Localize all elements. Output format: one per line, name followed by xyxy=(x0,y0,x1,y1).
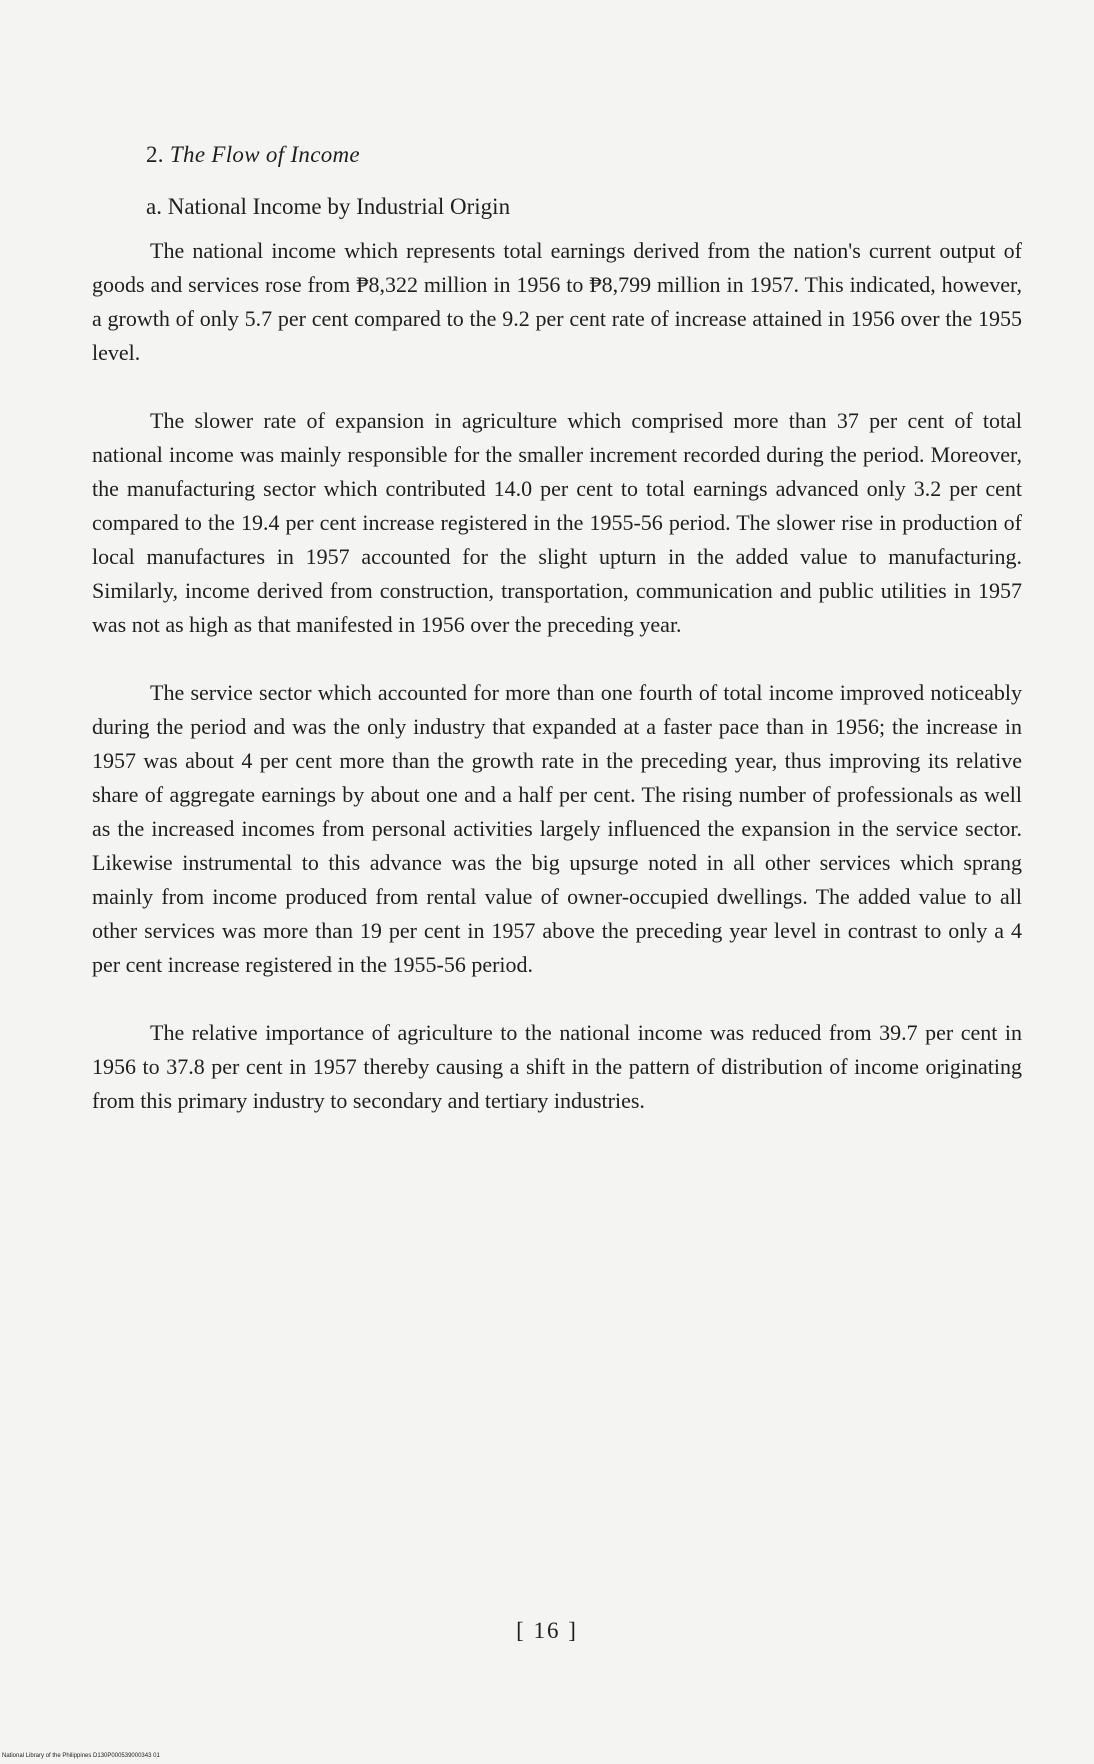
section-title: The Flow of Income xyxy=(169,142,360,167)
footer-note: National Library of the Philippines D130P000539000343 01 xyxy=(2,1753,160,1759)
paragraph-4: The relative importance of agriculture to the national income was reduced from 39.7 per cent in 1956 to 37.8 per cent in 1957 thereby causing a shift in the pattern of distribution of income originating from this primary industry to secondary and tertiary industries. xyxy=(92,1020,1022,1113)
paragraph-3: The service sector which accounted for more than one fourth of total income improved noticeably during the period and was the only industry that expanded at a faster pace than in 1956; the increase in 1957 was about 4 per cent more than the growth rate in the preceding year, thus improving its relative share of aggregate earnings by about one and a half per cent. The rising number of professionals as well as the increased incomes from personal activities largely influenced the expansion in the service sector. Likewise instrumental to this advance was the big upsurge noted in all other services which sprang mainly from income produced from rental value of owner-occupied dwellings. The added value to all other services was more than 19 per cent in 1957 above the preceding year level in contrast to only a 4 per cent increase registered in the 1955-56 period. xyxy=(92,680,1022,977)
page-content xyxy=(92,142,1022,1118)
paragraph-2: The slower rate of expansion in agriculture which comprised more than 37 per cent of total national income was mainly responsible for the smaller increment recorded during the period. Moreover, the manufacturing sector which contributed 14.0 per cent to total earnings advanced only 3.2 per cent compared to the 19.4 per cent increase registered in the 1955-56 period. The slower rise in production of local manufactures in 1957 accounted for the slight upturn in the added value to manufacturing. Similarly, income derived from construction, transportation, communication and public utilities in 1957 was not as high as that manifested in 1956 over the preceding year. xyxy=(92,408,1022,637)
paragraph-1: The national income which represents total earnings derived from the nation's current output of goods and services rose from ₱8,322 million in 1956 to ₱8,799 million in 1957. This indicated, however, a growth of only 5.7 per cent compared to the 9.2 per cent rate of increase attained in 1956 over the 1955 level. xyxy=(92,238,1022,365)
section-heading xyxy=(146,142,1022,168)
subsection-heading: a. National Income by Industrial Origin xyxy=(146,194,511,219)
page-number: [ 16 ] xyxy=(516,1618,578,1643)
section-number: 2. xyxy=(146,142,164,167)
